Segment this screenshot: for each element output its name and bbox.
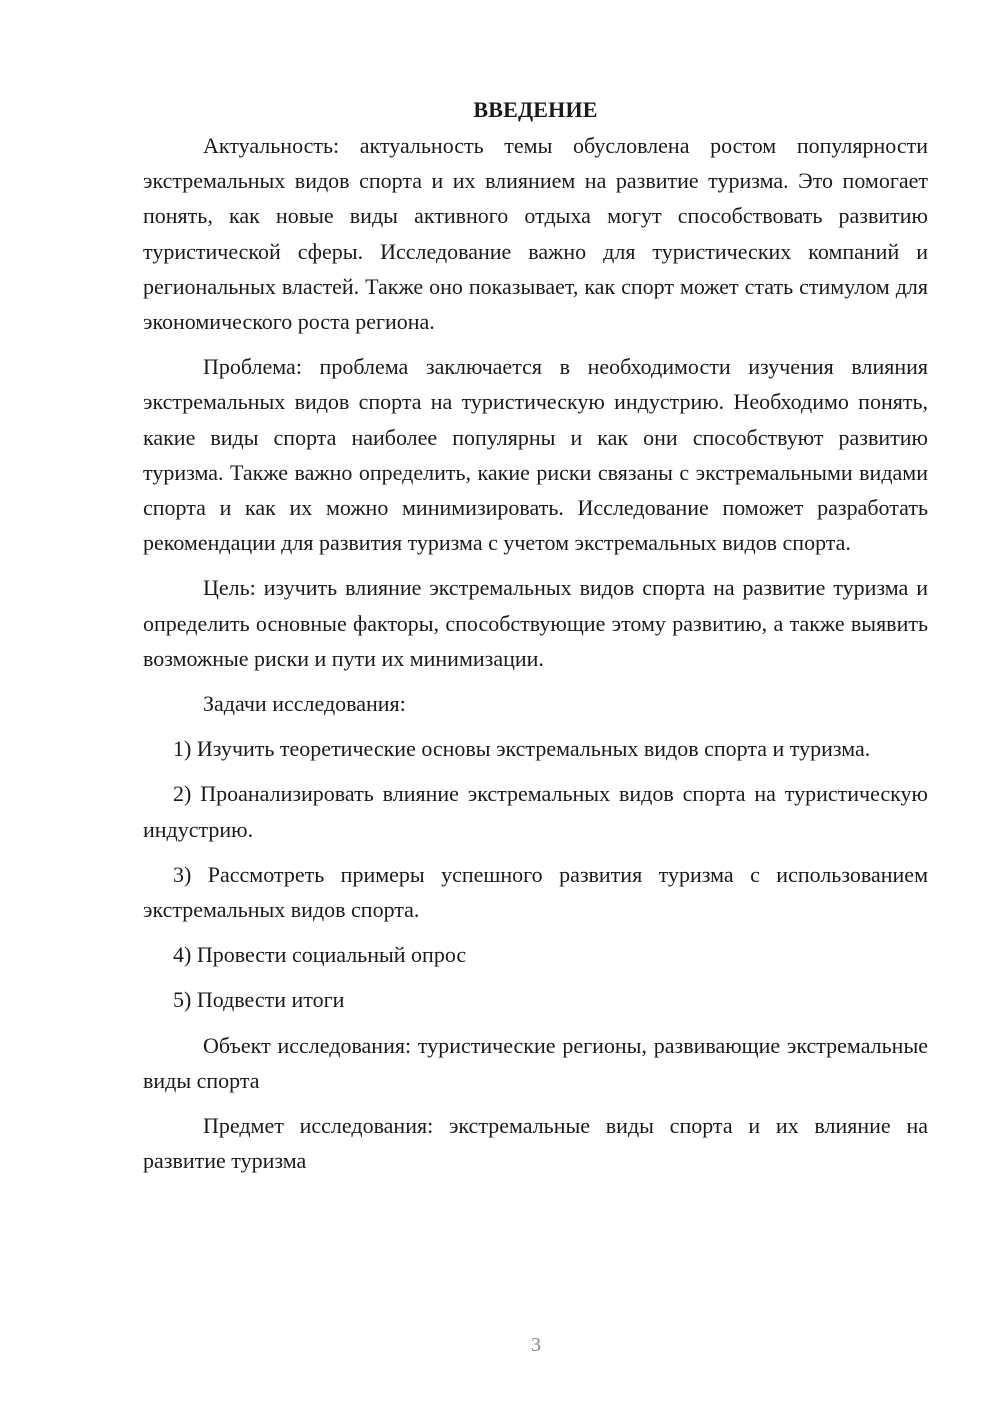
task-item-4: 4) Провести социальный опрос: [173, 942, 467, 968]
task-item-2: 2) Проанализировать влияние экстремальных видов спорта на туристическую индустрию.: [143, 781, 928, 842]
document-page: [143, 92, 928, 1188]
problem-paragraph: Проблема: проблема заключается в необходимости изучения влияния экстремальных видов спорта на туристическую индустрию. Необходимо понять, какие виды спорта наиболее популярны и как они способствуют развитию туризма. Также важно определить, какие риски связаны с экстремальными видами спорта и как их можно минимизировать. Исследование поможет разработать рекомендации для развития туризма с учетом экстремальных видов спорта.: [143, 354, 928, 556]
task-item-5: 5) Подвести итоги: [173, 987, 345, 1013]
section-heading: ВВЕДЕНИЕ: [473, 97, 598, 122]
task-item-1: 1) Изучить теоретические основы экстремальных видов спорта и туризма.: [173, 736, 871, 762]
object-paragraph: Объект исследования: туристические регионы, развивающие экстремальные виды спорта: [143, 1032, 928, 1093]
tasks-title: Задачи исследования:: [203, 691, 406, 717]
relevance-paragraph: Актуальность: актуальность темы обусловлена ростом популярности экстремальных видов спорта и их влиянием на развитие туризма. Это помогает понять, как новые виды активного отдыха могут способствовать развитию туристической сферы. Исследование важно для туристических компаний и региональных властей. Также оно показывает, как спорт может стать стимулом для экономического роста региона.: [143, 133, 928, 335]
page-number: 3: [531, 1334, 541, 1356]
subject-paragraph: Предмет исследования: экстремальные виды спорта и их влияние на развитие туризма: [143, 1113, 928, 1174]
task-item-3: 3) Рассмотреть примеры успешного развития туризма с использованием экстремальных видов спорта.: [143, 861, 928, 923]
goal-paragraph: Цель: изучить влияние экстремальных видов спорта на развитие туризма и определить основные факторы, способствующие этому развитию, а также выявить возможные риски и пути их минимизации.: [143, 575, 928, 671]
